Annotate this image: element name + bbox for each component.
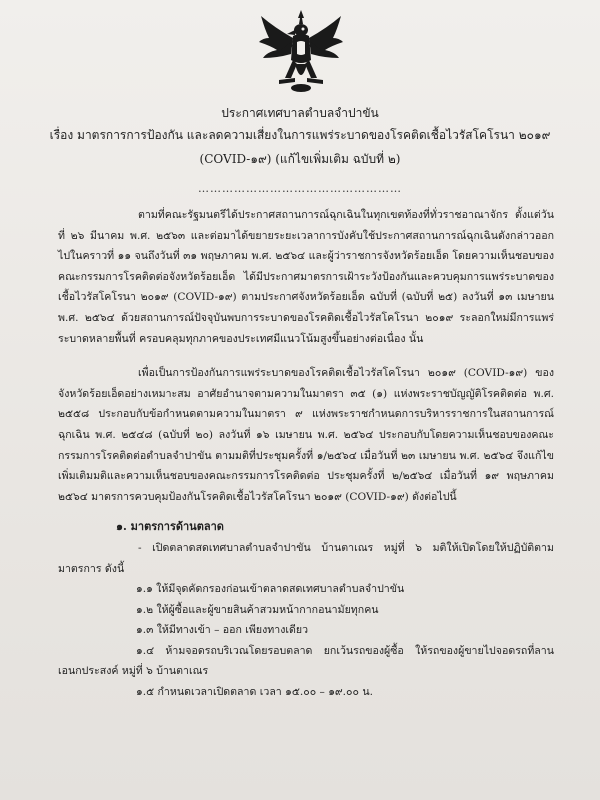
section-market-bullet: - เปิดตลาดสดเทศบาลตำบลจำปาขัน บ้านตาเณร หมู่ที่ ๖ มติให้เปิดโดยให้ปฏิบัติตามมาตรการ ดังนี้ [58, 541, 554, 575]
paragraph-1: ตามที่คณะรัฐมนตรีได้ประกาศสถานการณ์ฉุกเฉินในทุกเขตท้องที่ทั่วราชอาณาจักร ตั้งแต่วันที่ ๒๖ มีนาคม พ.ศ. ๒๕๖๓ และต่อมาได้ขยายระยะเวลาการบังคับใช้ประกาศสถานการณ์ฉุกเฉินดังกล่าวออกไปในคราวที่ ๑๑ จนถึงวันที่ ๓๑ พฤษภาคม พ.ศ. ๒๕๖๔ และผู้ว่าราชการจังหวัดร้อยเอ็ด โดยความเห็นชอบของคณะกรรมการโรคติดต่อจังหวัดร้อยเอ็ด ได้มีประกาศมาตรการเฝ้าระวังป้องกันและควบคุมการแพร่ระบาดของเชื้อไวรัสโคโรนา ๒๐๑๙ (COVID-๑๙) ตามประกาศจังหวัดร้อยเอ็ด ฉบับที่ (ฉบับที่ ๒๕) ลงวันที่ ๑๓ เมษายน พ.ศ. ๒๕๖๔ ด้วยสถานการณ์ปัจจุบันพบการระบาดของโรคติดเชื้อไวรัสโคโรนา ๒๐๑๙ ระลอกใหม่มีการแพร่ระบาดหลายพื้นที่ ครอบคลุมทุกภาคของประเทศมีแนวโน้มสูงขึ้นอย่างต่อเนื่อง นั้น [58, 209, 554, 345]
dotted-divider: …………………………………………… [198, 182, 402, 195]
announcement-title: ประกาศเทศบาลตำบลจำปาขัน [221, 106, 379, 120]
list-item: ๑.๔ ห้ามจอดรถบริเวณโดยรอบตลาด ยกเว้นรถของผู้ซื้อ ให้รถของผู้ขายไปจอดรถที่ลานเอนกประสงค์ หมู่ที่ ๖ บ้านตาเณร [58, 644, 554, 678]
announcement-header [0, 104, 600, 168]
list-item: ๑.๒ ให้ผู้ซื้อและผู้ขายสินค้าสวมหน้ากากอนามัยทุกคน [136, 603, 379, 616]
list-item: ๑.๑ ให้มีจุดคัดกรองก่อนเข้าตลาดสดเทศบาลตำบลจำปาขัน [136, 583, 405, 596]
list-item: ๑.๕ กำหนดเวลาเปิดตลาด เวลา ๑๕.๐๐ – ๑๙.๐๐ น. [136, 686, 373, 699]
paragraph-2: เพื่อเป็นการป้องกันการแพร่ระบาดของโรคติดเชื้อไวรัสโคโรนา ๒๐๑๙ (COVID-๑๙) ของจังหวัดร้อยเอ็ดอย่างเหมาะสม อาศัยอำนาจตามความในมาตรา ๓๕ (๑) แห่งพระราชบัญญัติโรคติดต่อ พ.ศ. ๒๕๕๘ ประกอบกับข้อกำหนดตามความในมาตรา ๙ แห่งพระราชกำหนดการบริหารราชการในสถานการณ์ฉุกเฉิน พ.ศ. ๒๕๔๘ (ฉบับที่ ๒๐) ลงวันที่ ๑๖ เมษายน พ.ศ. ๒๕๖๔ ประกอบกับโดยความเห็นชอบของคณะกรรมการโรคติดต่อตำบลจำปาขัน ตามมติที่ประชุมครั้งที่ ๑/๒๕๖๔ เมื่อวันที่ ๒๓ เมษายน พ.ศ. ๒๕๖๔ จึงแก้ไขเพิ่มเติมมติและความเห็นชอบของคณะกรรมการโรคติดต่อ ประชุมครั้งที่ ๒/๒๕๖๔ เมื่อวันที่ ๑๙ พฤษภาคม ๒๕๖๔ มาตรการควบคุมป้องกันโรคติดเชื้อไวรัสโคโรนา ๒๐๑๙ (COVID-๑๙) ดังต่อไปนี้ [58, 367, 554, 503]
section-market-title: ๑. มาตรการด้านตลาด [116, 520, 224, 534]
announcement-body [58, 205, 554, 703]
list-item: ๑.๓ ให้มีทางเข้า – ออก เพียงทางเดียว [136, 624, 309, 637]
garuda-emblem [255, 8, 347, 96]
announcement-subject: เรื่อง มาตรการการป้องกัน และลดความเสี่ยงในการแพร่ระบาดของโรคติดเชื้อไวรัสโคโรนา ๒๐๑๙ [49, 128, 551, 142]
announcement-subject-suffix: (COVID-๑๙) (แก้ไขเพิ่มเติม ฉบับที่ ๒) [199, 152, 401, 166]
